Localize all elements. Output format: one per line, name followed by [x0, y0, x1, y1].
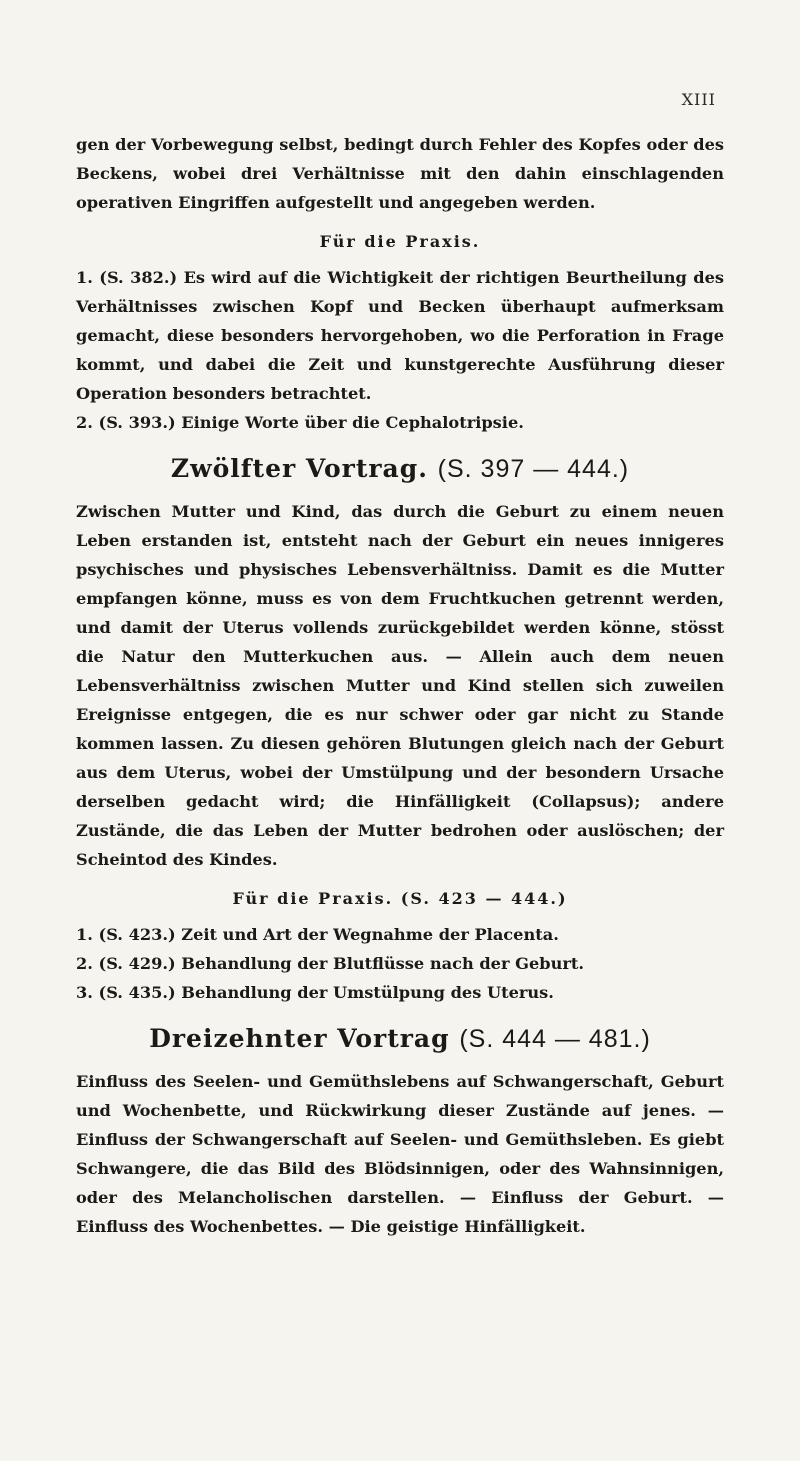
lecture-12-range: (S. 397 — 444.) [437, 455, 630, 483]
praxis1-item-1: 1. (S. 382.) Es wird auf die Wichtigkeit der richtigen Beurtheilung des Verhältnisses zwischen Kopf und Becken überhaupt aufmerksam gemacht, diese besonders hervorgehoben, wo die Perforation in Frage kommt, und dabei die Zeit und kunstgerechte Ausführung dieser Operation besonders betrachtet. [76, 268, 724, 403]
lecture-12-title: Zwölfter Vortrag. [170, 454, 428, 483]
page-number: XIII [681, 90, 716, 109]
lecture-12-text: Zwischen Mutter und Kind, das durch die Geburt zu einem neuen Leben erstanden ist, entsteht nach der Geburt ein neues innigeres psychisches und physisches Lebensverhältniss. Damit es die Mutter empfangen könne, muss es von dem Fruchtkuchen getrennt werden, und damit der Uterus vollends zurückgebildet werden könne, stösst die Natur den Mutterkuchen aus. — Allein auch dem neuen Lebensverhältniss zwischen Mutter und Kind stellen sich zuweilen Ereignisse entgegen, die es nur schwer oder gar nicht zu Stande kommen lassen. Zu diesen gehören Blutungen gleich nach der Geburt aus dem Uterus, wobei der Umstülpung und der besondern Ursache derselben gedacht wird; die Hinfälligkeit (Collapsus); andere Zustände, die das Leben der Mutter bedrohen oder auslöschen; der Scheintod des Kindes. [76, 502, 724, 869]
lecture-13-range: (S. 444 — 481.) [459, 1025, 651, 1053]
body-text [76, 130, 724, 1241]
paragraph-intro: gen der Vorbewegung selbst, bedingt durch Fehler des Kopfes oder des Beckens, wobei drei Verhältnisse mit den dahin einschlagenden operativen Eingriffen aufgestellt und angegeben werden. [76, 135, 724, 212]
praxis-heading-2: Für die Praxis. (S. 423 — 444.) [232, 889, 568, 908]
lecture-13-heading [76, 1019, 724, 1059]
praxis2-item-1: 1. (S. 423.) Zeit und Art der Wegnahme der Placenta. [76, 925, 559, 944]
lecture-13-title: Dreizehnter Vortrag [149, 1024, 450, 1053]
praxis1-item-2: 2. (S. 393.) Einige Worte über die Cephalotripsie. [76, 413, 524, 432]
praxis2-item-3: 3. (S. 435.) Behandlung der Umstülpung des Uterus. [76, 983, 554, 1002]
lecture-13-text: Einfluss des Seelen- und Gemüthslebens auf Schwangerschaft, Geburt und Wochenbette, und Rückwirkung dieser Zustände auf jenes. — Einfluss der Schwangerschaft auf Seelen- und Gemüthsleben. Es giebt Schwangere, die das Bild des Blödsinnigen, oder des Wahnsinnigen, oder des Melancholischen darstellen. — Einfluss der Geburt. — Einfluss des Wochenbettes. — Die geistige Hinfälligkeit. [76, 1072, 724, 1236]
praxis-heading-1: Für die Praxis. [319, 232, 481, 251]
lecture-12-heading [76, 449, 724, 489]
praxis2-item-2: 2. (S. 429.) Behandlung der Blutflüsse nach der Geburt. [76, 954, 584, 973]
